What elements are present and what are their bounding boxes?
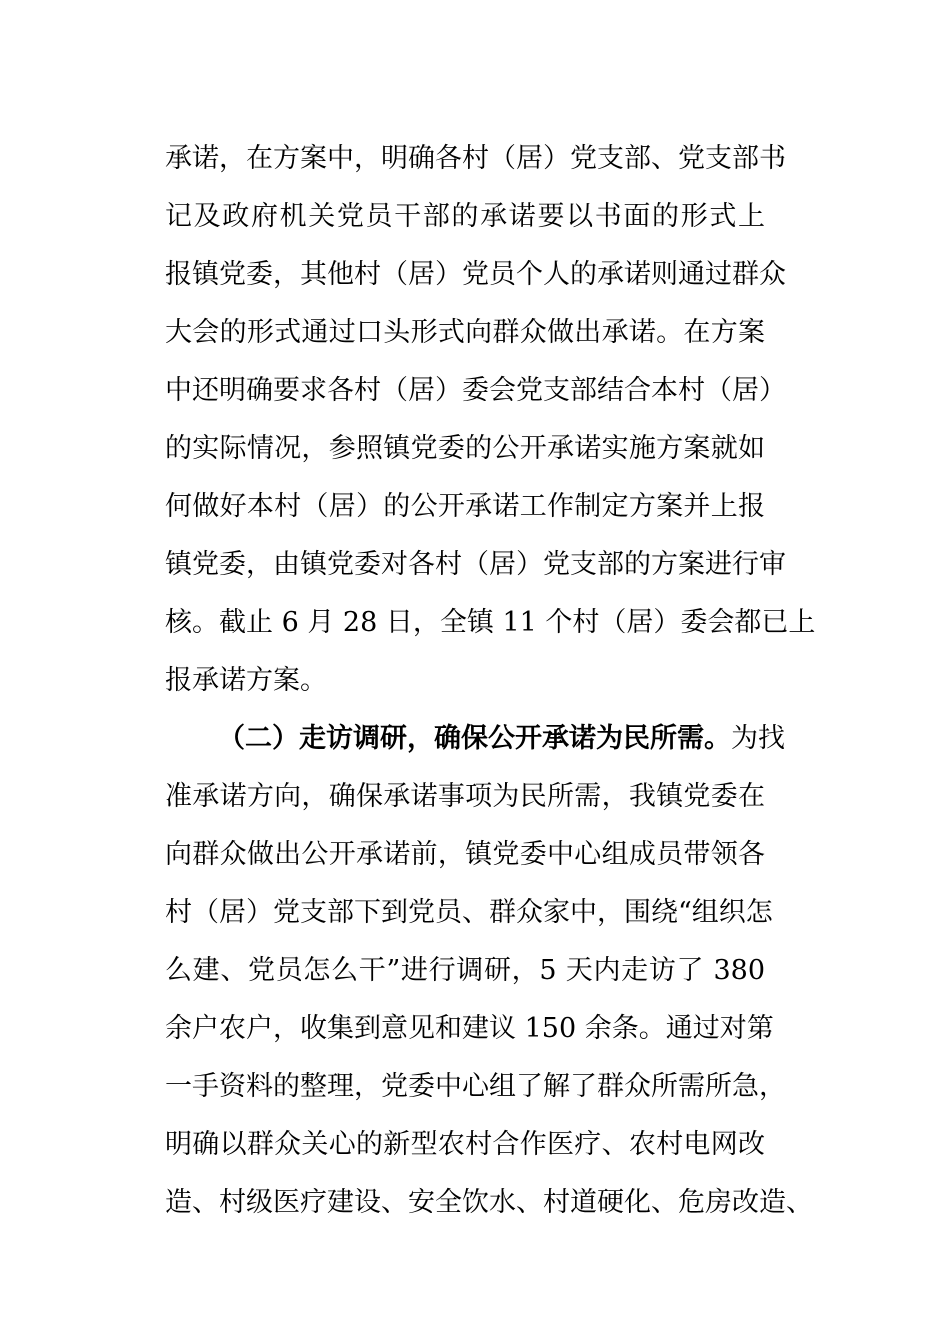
text-line: 的实际情况，参照镇党委的公开承诺实施方案就如 — [165, 433, 765, 464]
text-line: 明确以群众关心的新型农村合作医疗、农村电网改 — [165, 1129, 765, 1160]
text-line: 承诺，在方案中，明确各村（居）党支部、党支部书 — [165, 143, 786, 174]
text-line: 么建、党员怎么干”进行调研，5 天内走访了 380 — [165, 955, 765, 986]
text-line: 余户农户，收集到意见和建议 150 余条。通过对第 — [165, 1013, 774, 1044]
text-line: 准承诺方向，确保承诺事项为民所需，我镇党委在 — [165, 781, 765, 812]
section-heading-line — [218, 719, 785, 759]
text-line: 一手资料的整理，党委中心组了解了群众所需所急， — [165, 1071, 786, 1102]
text-line: 向群众做出公开承诺前，镇党委中心组成员带领各 — [165, 839, 765, 870]
text-line: 报镇党委，其他村（居）党员个人的承诺则通过群众 — [165, 259, 786, 290]
text-line: 造、村级医疗建设、安全饮水、村道硬化、危房改造、 — [165, 1187, 813, 1218]
text-line: 村（居）党支部下到党员、群众家中，围绕“组织怎 — [165, 897, 773, 928]
text-line: 记及政府机关党员干部的承诺要以书面的形式上 — [165, 201, 765, 232]
heading-line-text: 为找 — [731, 723, 785, 754]
text-line: 报承诺方案。 — [165, 665, 327, 696]
section-heading: （二）走访调研，确保公开承诺为民所需。 — [218, 723, 731, 754]
text-line: 中还明确要求各村（居）委会党支部结合本村（居） — [165, 375, 786, 406]
text-line: 何做好本村（居）的公开承诺工作制定方案并上报 — [165, 491, 765, 522]
text-line: 大会的形式通过口头形式向群众做出承诺。在方案 — [165, 317, 765, 348]
text-line: 镇党委，由镇党委对各村（居）党支部的方案进行审 — [165, 549, 786, 580]
text-line: 核。截止 6 月 28 日，全镇 11 个村（居）委会都已上 — [165, 607, 816, 638]
